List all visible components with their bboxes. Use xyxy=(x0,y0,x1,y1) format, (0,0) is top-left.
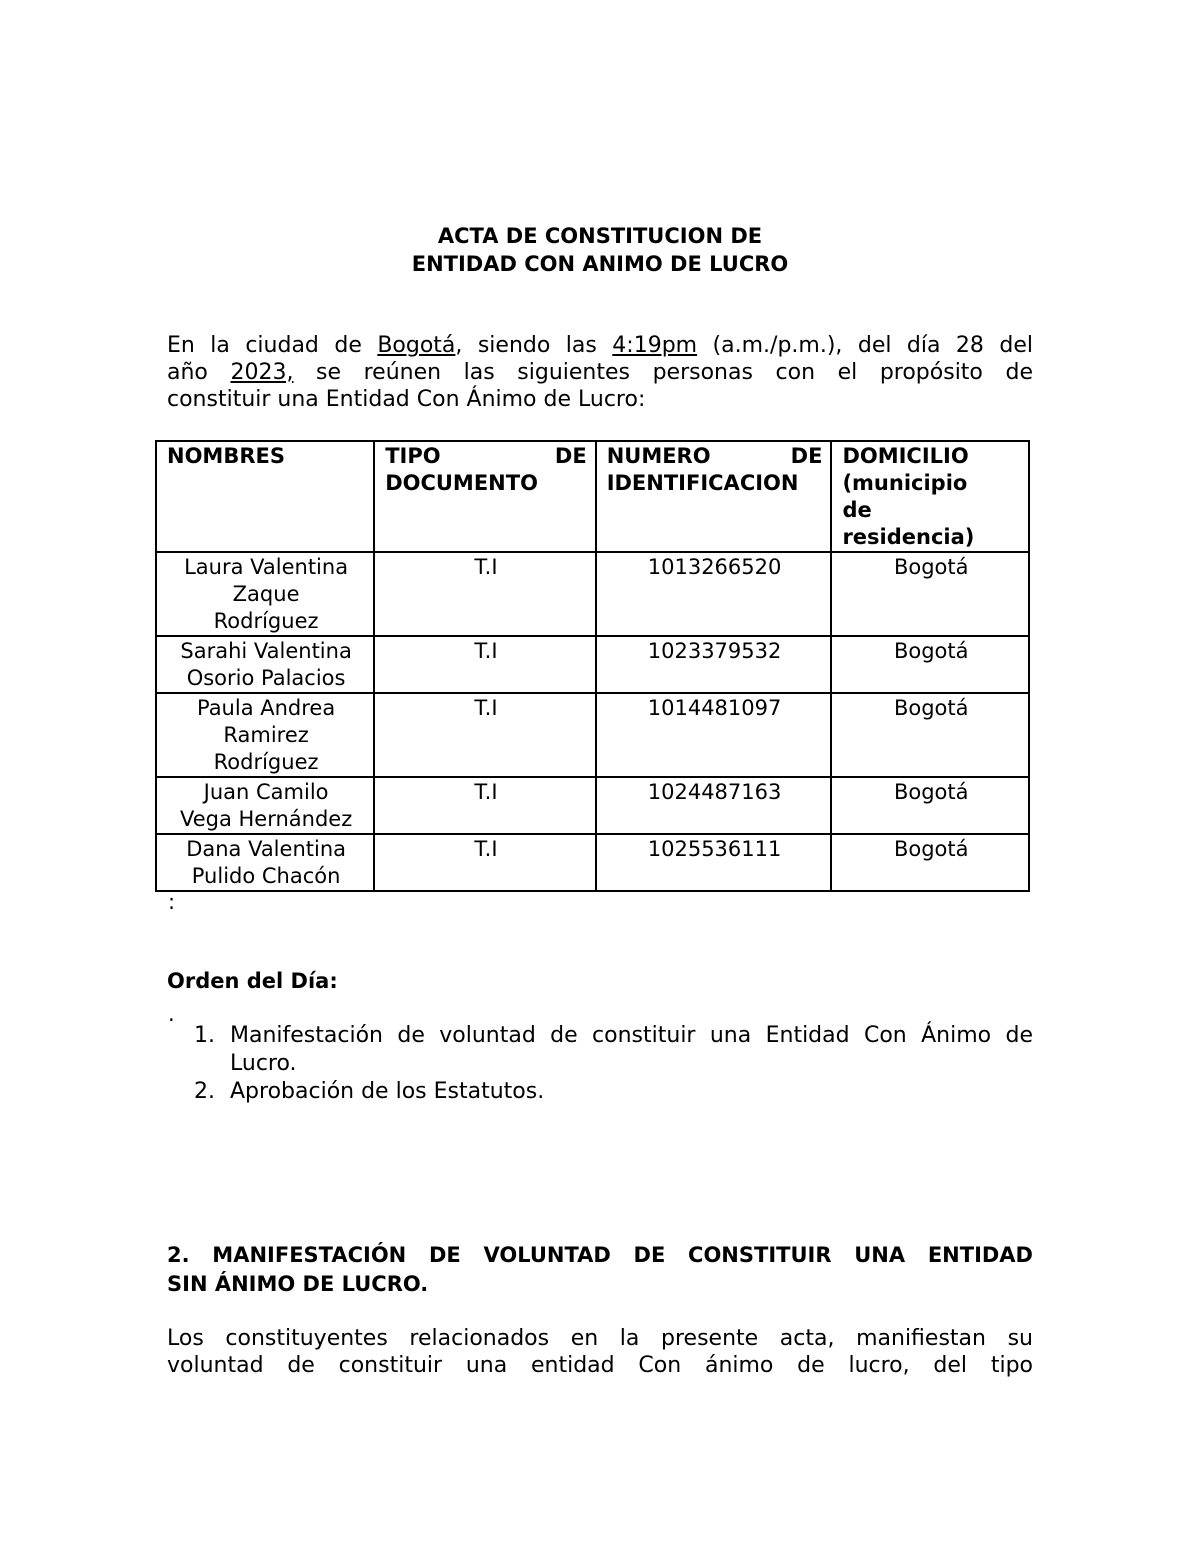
header-text: DE xyxy=(554,444,587,468)
table-header-row xyxy=(156,441,1029,552)
city-value: Bogotá xyxy=(377,333,456,358)
table-row xyxy=(156,552,1029,636)
name-line: Juan Camilo xyxy=(203,780,329,804)
name-line: Dana Valentina xyxy=(186,837,346,861)
cell-name xyxy=(156,552,374,636)
name-line: Sarahi Valentina xyxy=(180,639,352,663)
header-text: DOCUMENTO xyxy=(385,471,538,495)
intro-line-1 xyxy=(167,332,1033,359)
list-number: 2. xyxy=(194,1079,215,1104)
section-2-line: 2. MANIFESTACIÓN DE VOLUNTAD DE CONSTITUIR UNA ENTIDAD xyxy=(167,1243,1033,1267)
list-item xyxy=(167,1022,1033,1078)
cell-id-number: 1013266520 xyxy=(596,552,832,636)
cell-city: Bogotá xyxy=(831,552,1029,636)
intro-line-2 xyxy=(167,359,1033,386)
header-text: NOMBRES xyxy=(167,444,285,468)
agenda-line: Manifestación de voluntad de constituir una Entidad Con Ánimo de xyxy=(230,1023,1033,1048)
name-line: Rodríguez xyxy=(213,750,319,774)
cell-doc-type: T.I xyxy=(374,552,596,636)
closing-line: Los constituyentes relacionados en la presente acta, manifiestan su xyxy=(167,1326,1033,1351)
intro-text: año xyxy=(167,360,231,385)
cell-doc-type: T.I xyxy=(374,834,596,891)
header-text: DOMICILIO xyxy=(842,444,969,468)
header-text: IDENTIFICACION xyxy=(606,471,799,495)
table-row xyxy=(156,693,1029,777)
cell-name xyxy=(156,636,374,693)
intro-text: En la ciudad de xyxy=(167,333,378,358)
name-line: Pulido Chacón xyxy=(191,864,341,888)
cell-city: Bogotá xyxy=(831,636,1029,693)
header-text: residencia) xyxy=(842,525,975,549)
cell-id-number: 1024487163 xyxy=(596,777,832,834)
header-text: TIPO xyxy=(385,444,441,468)
name-line: Vega Hernández xyxy=(179,807,353,831)
header-domicilio xyxy=(831,441,1029,552)
cell-id-number: 1014481097 xyxy=(596,693,832,777)
section-2-line: SIN ÁNIMO DE LUCRO. xyxy=(167,1272,429,1296)
list-number: 1. xyxy=(194,1023,215,1048)
intro-line-3: constituir una Entidad Con Ánimo de Lucro: xyxy=(167,387,646,412)
header-text: DE xyxy=(790,444,823,468)
closing-line: voluntad de constituir una entidad Con ánimo de lucro, del tipo xyxy=(167,1353,1033,1378)
table-trailing-colon: : xyxy=(168,890,176,914)
section-2-heading xyxy=(167,1241,1033,1299)
table-row xyxy=(156,777,1029,834)
intro-text: (a.m./p.m.), del día 28 del xyxy=(697,333,1033,358)
header-text: NUMERO xyxy=(606,444,711,468)
name-line: Zaque xyxy=(232,582,300,606)
header-tipo-documento xyxy=(374,441,596,552)
closing-paragraph xyxy=(167,1325,1033,1379)
cell-name xyxy=(156,777,374,834)
table-row xyxy=(156,834,1029,891)
cell-city: Bogotá xyxy=(831,693,1029,777)
cell-doc-type: T.I xyxy=(374,777,596,834)
agenda-line: Aprobación de los Estatutos. xyxy=(230,1079,545,1104)
cell-id-number: 1025536111 xyxy=(596,834,832,891)
time-value: 4:19pm xyxy=(612,333,698,358)
cell-name xyxy=(156,834,374,891)
cell-city: Bogotá xyxy=(831,834,1029,891)
name-line: Rodríguez xyxy=(213,609,319,633)
orden-dot: . xyxy=(168,1002,175,1026)
name-line: Laura Valentina xyxy=(184,555,349,579)
year-value: 2023, xyxy=(230,360,294,385)
list-item xyxy=(167,1078,1033,1106)
agenda-line: Lucro. xyxy=(230,1051,297,1076)
name-line: Paula Andrea xyxy=(196,696,336,720)
intro-text: , siendo las xyxy=(455,333,613,358)
cell-doc-type: T.I xyxy=(374,636,596,693)
header-numero-identificacion xyxy=(596,441,832,552)
cell-id-number: 1023379532 xyxy=(596,636,832,693)
document-title-line1: ACTA DE CONSTITUCION DE xyxy=(437,224,763,248)
cell-doc-type: T.I xyxy=(374,693,596,777)
cell-name xyxy=(156,693,374,777)
agenda-list xyxy=(167,1022,1033,1106)
table-row xyxy=(156,636,1029,693)
document-title-line2: ENTIDAD CON ANIMO DE LUCRO xyxy=(411,252,789,276)
cell-city: Bogotá xyxy=(831,777,1029,834)
name-line: Ramirez xyxy=(223,723,309,747)
header-text: (municipio xyxy=(842,471,968,495)
name-line: Osorio Palacios xyxy=(186,666,346,690)
header-text: de xyxy=(842,498,872,522)
header-nombres xyxy=(156,441,374,552)
intro-paragraph xyxy=(167,332,1033,413)
members-table xyxy=(155,440,1030,892)
orden-del-dia-heading: Orden del Día: xyxy=(167,969,338,993)
intro-text: se reúnen las siguientes personas con el propósito de xyxy=(293,360,1033,385)
